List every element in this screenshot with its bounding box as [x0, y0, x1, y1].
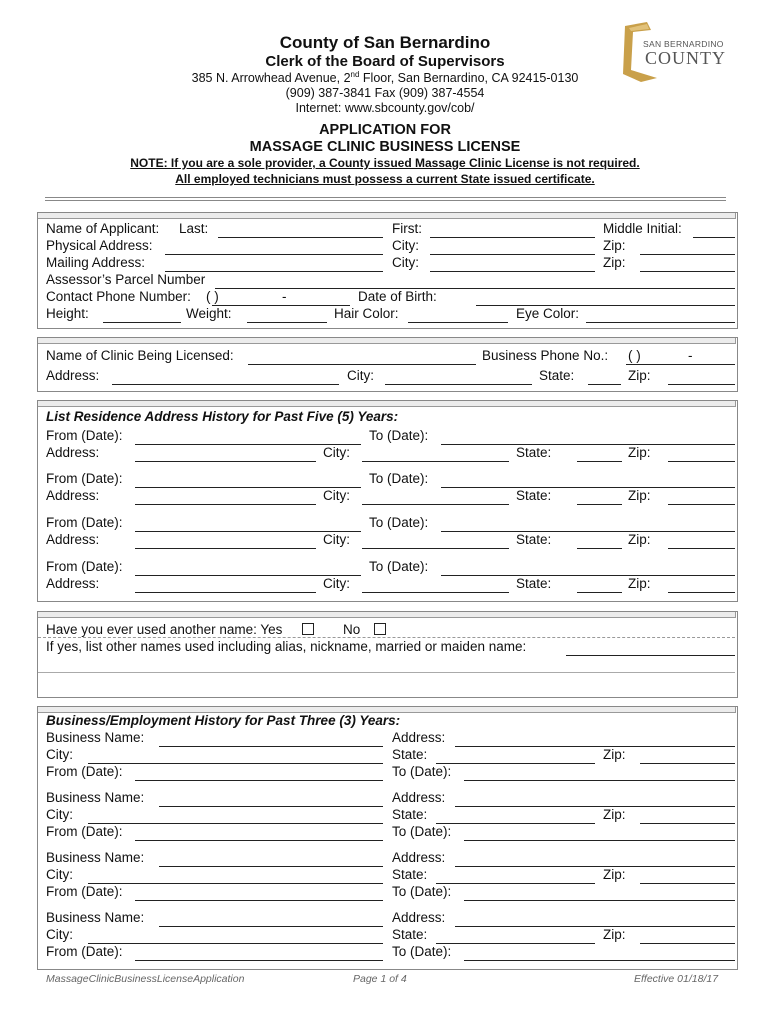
- label-res2-zip: Zip:: [628, 488, 651, 503]
- label-bus4-city: City:: [46, 927, 73, 942]
- label-bus3-zip: Zip:: [603, 867, 626, 882]
- label-other-names: If yes, list other names used including alias, nickname, married or maiden name:: [46, 639, 527, 654]
- label-clinic-city: City:: [347, 368, 374, 383]
- footer-form-name: MassageClinicBusinessLicenseApplication: [46, 973, 245, 985]
- res2-state-field[interactable]: [577, 504, 622, 505]
- residence-heading: List Residence Address History for Past Five (5) Years:: [46, 409, 399, 424]
- contact-phone-field[interactable]: [212, 305, 350, 306]
- bus2-state-field[interactable]: [436, 823, 595, 824]
- middle-initial-field[interactable]: [693, 237, 735, 238]
- bus4-zip-field[interactable]: [640, 943, 735, 944]
- label-bus4-name: Business Name:: [46, 910, 145, 925]
- label-mailing-city: City:: [392, 255, 419, 270]
- res3-to-field[interactable]: [441, 531, 735, 532]
- bus3-state-field[interactable]: [436, 883, 595, 884]
- othername-divider: [38, 637, 735, 638]
- label-res4-address: Address:: [46, 576, 100, 591]
- other-names-field[interactable]: [566, 655, 735, 656]
- label-bus4-zip: Zip:: [603, 927, 626, 942]
- label-last: Last:: [179, 221, 209, 236]
- clinic-city-field[interactable]: [385, 384, 532, 385]
- title-divider: [45, 197, 726, 201]
- label-res2-state: State:: [516, 488, 552, 503]
- business-phone-dash: -: [688, 348, 693, 363]
- bus4-city-field[interactable]: [88, 943, 383, 944]
- bus1-to-field[interactable]: [464, 780, 735, 781]
- clinic-name-field[interactable]: [248, 364, 476, 365]
- label-business-phone: Business Phone No.:: [482, 348, 609, 363]
- label-res3-state: State:: [516, 532, 552, 547]
- res3-zip-field[interactable]: [668, 548, 735, 549]
- label-bus1-state: State:: [392, 747, 428, 762]
- bus2-name-field[interactable]: [159, 806, 383, 807]
- label-bus3-city: City:: [46, 867, 73, 882]
- label-bus2-from: From (Date):: [46, 824, 123, 839]
- bus3-to-field[interactable]: [464, 900, 735, 901]
- office-address: 385 N. Arrowhead Avenue, 2nd Floor, San Bernardino, CA 92415-0130: [191, 70, 579, 86]
- label-bus1-to: To (Date):: [392, 764, 452, 779]
- weight-field[interactable]: [247, 322, 327, 323]
- label-bus1-address: Address:: [392, 730, 446, 745]
- label-bus4-state: State:: [392, 927, 428, 942]
- label-bus3-address: Address:: [392, 850, 446, 865]
- res4-zip-field[interactable]: [668, 592, 735, 593]
- label-bus2-city: City:: [46, 807, 73, 822]
- yes-checkbox[interactable]: [302, 623, 314, 635]
- label-mailing-address: Mailing Address:: [46, 255, 146, 270]
- label-bus1-from: From (Date):: [46, 764, 123, 779]
- label-res2-from: From (Date):: [46, 471, 123, 486]
- label-res1-zip: Zip:: [628, 445, 651, 460]
- footer-page-number: Page 1 of 4: [353, 973, 407, 985]
- bus2-address-field[interactable]: [455, 806, 735, 807]
- bus4-address-field[interactable]: [455, 926, 735, 927]
- bus3-name-field[interactable]: [159, 866, 383, 867]
- label-applicant-name: Name of Applicant:: [46, 221, 160, 236]
- label-height: Height:: [46, 306, 89, 321]
- res3-state-field[interactable]: [577, 548, 622, 549]
- label-bus1-city: City:: [46, 747, 73, 762]
- label-contact-phone: Contact Phone Number:: [46, 289, 191, 304]
- label-bus3-name: Business Name:: [46, 850, 145, 865]
- label-bus4-to: To (Date):: [392, 944, 452, 959]
- label-clinic-zip: Zip:: [628, 368, 651, 383]
- bus4-from-field[interactable]: [135, 960, 383, 961]
- label-other-name-question: Have you ever used another name: Yes: [46, 622, 283, 637]
- contact-phone-dash: -: [282, 289, 287, 304]
- label-physical-address: Physical Address:: [46, 238, 153, 253]
- label-clinic-name: Name of Clinic Being Licensed:: [46, 348, 234, 363]
- bus2-zip-field[interactable]: [640, 823, 735, 824]
- label-bus2-address: Address:: [392, 790, 446, 805]
- business-phone-area-code: ( ): [628, 348, 641, 363]
- label-bus4-address: Address:: [392, 910, 446, 925]
- label-res1-state: State:: [516, 445, 552, 460]
- label-res4-from: From (Date):: [46, 559, 123, 574]
- physical-zip-field[interactable]: [640, 254, 735, 255]
- bus3-from-field[interactable]: [135, 900, 383, 901]
- res2-address-field[interactable]: [135, 504, 316, 505]
- label-res3-to: To (Date):: [369, 515, 429, 530]
- res1-address-field[interactable]: [135, 461, 316, 462]
- label-weight: Weight:: [186, 306, 232, 321]
- bus1-state-field[interactable]: [436, 763, 595, 764]
- label-middle: Middle Initial:: [603, 221, 682, 236]
- contact-phone-area-code: ( ): [206, 289, 219, 304]
- res2-zip-field[interactable]: [668, 504, 735, 505]
- no-checkbox[interactable]: [374, 623, 386, 635]
- label-mailing-zip: Zip:: [603, 255, 626, 270]
- other-names-line-2[interactable]: [38, 672, 735, 673]
- label-res4-city: City:: [323, 576, 350, 591]
- bus3-zip-field[interactable]: [640, 883, 735, 884]
- county-logo: SAN BERNARDINO COUNTY: [617, 18, 732, 84]
- label-hair: Hair Color:: [334, 306, 399, 321]
- label-bus3-state: State:: [392, 867, 428, 882]
- bus1-zip-field[interactable]: [640, 763, 735, 764]
- eye-color-field[interactable]: [586, 322, 735, 323]
- note-line2: All employed technicians must possess a current State issued certificate.: [175, 172, 595, 186]
- label-res1-to: To (Date):: [369, 428, 429, 443]
- label-no: No: [343, 622, 361, 637]
- res1-state-field[interactable]: [577, 461, 622, 462]
- label-res3-city: City:: [323, 532, 350, 547]
- business-heading: Business/Employment History for Past Three (3) Years:: [46, 713, 401, 728]
- label-res4-to: To (Date):: [369, 559, 429, 574]
- bus4-state-field[interactable]: [436, 943, 595, 944]
- res2-city-field[interactable]: [362, 504, 509, 505]
- label-parcel: Assessor’s Parcel Number: [46, 272, 206, 287]
- county-name: County of San Bernardino: [279, 33, 491, 52]
- clerk-name: Clerk of the Board of Supervisors: [265, 53, 505, 70]
- res2-to-field[interactable]: [441, 487, 735, 488]
- res1-to-field[interactable]: [441, 444, 735, 445]
- mailing-zip-field[interactable]: [640, 271, 735, 272]
- bus1-name-field[interactable]: [159, 746, 383, 747]
- label-res1-from: From (Date):: [46, 428, 123, 443]
- mailing-city-field[interactable]: [430, 271, 595, 272]
- label-bus3-to: To (Date):: [392, 884, 452, 899]
- bus1-city-field[interactable]: [88, 763, 383, 764]
- res4-to-field[interactable]: [441, 575, 735, 576]
- label-bus2-to: To (Date):: [392, 824, 452, 839]
- clinic-zip-field[interactable]: [668, 384, 735, 385]
- label-bus1-name: Business Name:: [46, 730, 145, 745]
- label-bus3-from: From (Date):: [46, 884, 123, 899]
- label-res1-address: Address:: [46, 445, 100, 460]
- res4-city-field[interactable]: [362, 592, 509, 593]
- first-name-field[interactable]: [430, 237, 595, 238]
- bus1-from-field[interactable]: [135, 780, 383, 781]
- bus2-city-field[interactable]: [88, 823, 383, 824]
- label-clinic-address: Address:: [46, 368, 100, 383]
- label-physical-zip: Zip:: [603, 238, 626, 253]
- footer-effective-date: Effective 01/18/17: [634, 973, 719, 985]
- label-bus2-zip: Zip:: [603, 807, 626, 822]
- dob-field[interactable]: [476, 305, 735, 306]
- office-phones: (909) 387-3841 Fax (909) 387-4554: [285, 86, 485, 100]
- bus4-name-field[interactable]: [159, 926, 383, 927]
- clinic-address-field[interactable]: [112, 384, 339, 385]
- res4-address-field[interactable]: [135, 592, 316, 593]
- label-physical-city: City:: [392, 238, 419, 253]
- res4-state-field[interactable]: [577, 592, 622, 593]
- clinic-state-field[interactable]: [588, 384, 621, 385]
- parcel-number-field[interactable]: [215, 288, 735, 289]
- last-name-field[interactable]: [218, 237, 383, 238]
- bus2-from-field[interactable]: [135, 840, 383, 841]
- res3-city-field[interactable]: [362, 548, 509, 549]
- label-res3-zip: Zip:: [628, 532, 651, 547]
- label-res4-state: State:: [516, 576, 552, 591]
- bus4-to-field[interactable]: [464, 960, 735, 961]
- bus2-to-field[interactable]: [464, 840, 735, 841]
- bus3-city-field[interactable]: [88, 883, 383, 884]
- physical-city-field[interactable]: [430, 254, 595, 255]
- business-phone-field[interactable]: [626, 364, 735, 365]
- hair-color-field[interactable]: [408, 322, 508, 323]
- office-internet: Internet: www.sbcounty.gov/cob/: [295, 101, 475, 115]
- label-bus1-zip: Zip:: [603, 747, 626, 762]
- label-eye: Eye Color:: [516, 306, 580, 321]
- physical-address-field[interactable]: [165, 254, 383, 255]
- label-res2-city: City:: [323, 488, 350, 503]
- form-title-line1: APPLICATION FOR: [319, 122, 451, 138]
- label-res3-from: From (Date):: [46, 515, 123, 530]
- label-first: First:: [392, 221, 422, 236]
- label-bus2-name: Business Name:: [46, 790, 145, 805]
- label-bus4-from: From (Date):: [46, 944, 123, 959]
- res1-city-field[interactable]: [362, 461, 509, 462]
- label-res4-zip: Zip:: [628, 576, 651, 591]
- height-field[interactable]: [103, 322, 181, 323]
- label-res2-address: Address:: [46, 488, 100, 503]
- label-clinic-state: State:: [539, 368, 575, 383]
- label-res3-address: Address:: [46, 532, 100, 547]
- bus3-address-field[interactable]: [455, 866, 735, 867]
- res3-address-field[interactable]: [135, 548, 316, 549]
- label-dob: Date of Birth:: [358, 289, 437, 304]
- note-line1: NOTE: If you are a sole provider, a County issued Massage Clinic License is not required.: [130, 156, 640, 170]
- label-bus2-state: State:: [392, 807, 428, 822]
- form-title-line2: MASSAGE CLINIC BUSINESS LICENSE: [249, 139, 521, 155]
- res1-zip-field[interactable]: [668, 461, 735, 462]
- label-res1-city: City:: [323, 445, 350, 460]
- bus1-address-field[interactable]: [455, 746, 735, 747]
- label-res2-to: To (Date):: [369, 471, 429, 486]
